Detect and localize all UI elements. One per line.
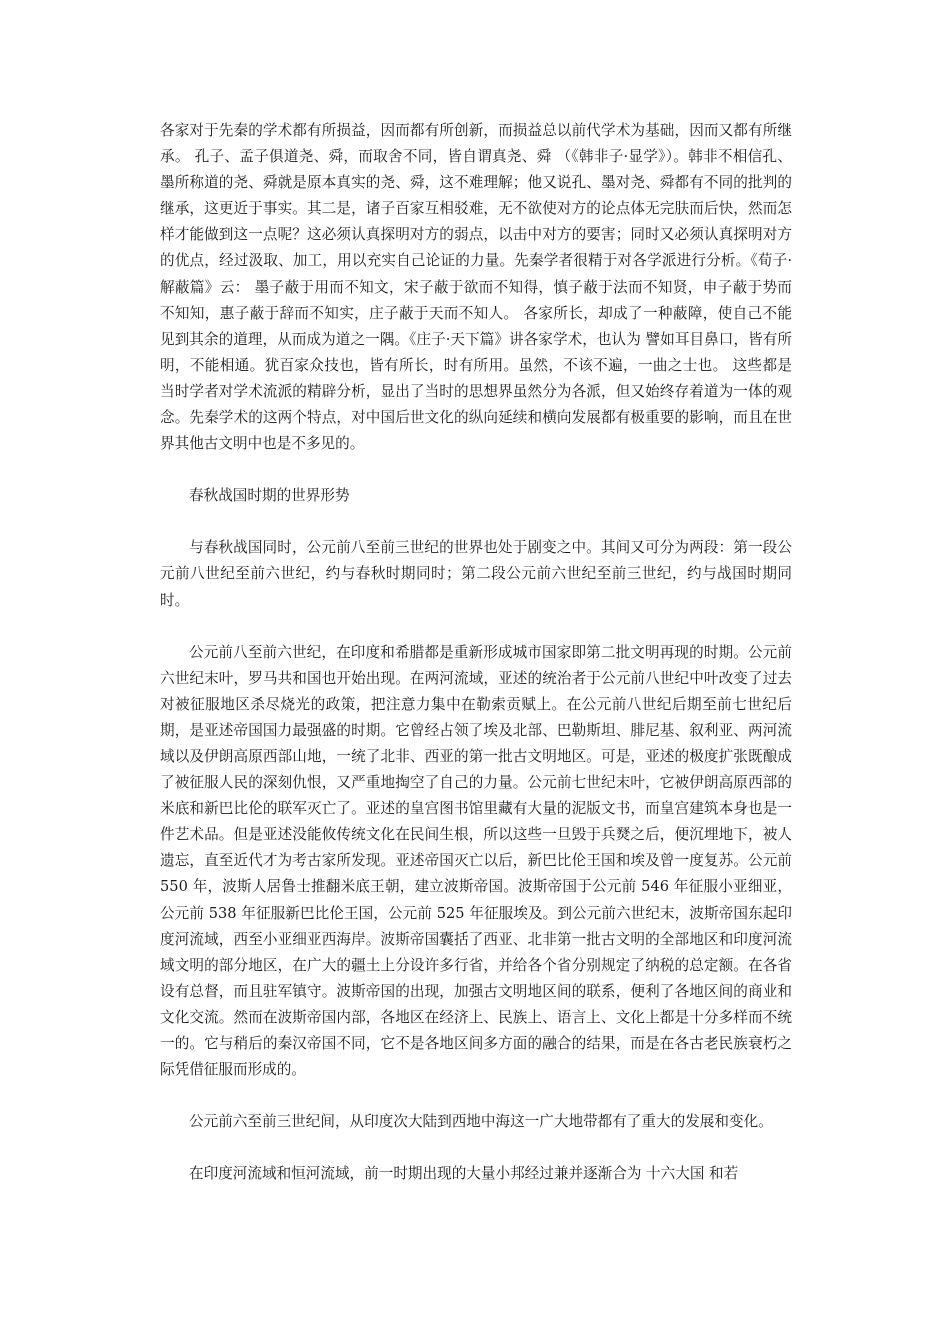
section-heading: 春秋战国时期的世界形势 <box>189 487 350 505</box>
paragraph-sixth-to-third-century: 公元前六至前三世纪间，从印度次大陆到西地中海这一广大地带都有了重大的发展和变化。 <box>189 1113 773 1131</box>
paragraph-pre-qin-scholarship: 各家对于先秦的学术都有所损益，因而都有所创新，而损益总以前代学术为基础，因而又都有所继承。 孔子、孟子俱道尧、舜，而取舍不同，皆自谓真尧、舜 （《韩非子·显学》）。韩非不相信孔、墨所称道的尧、舜就是原本真实的尧、舜，这不难理解；他又说孔、墨对尧、舜都有不同的批判的继承，这更近于事实。其二是，诸子百家互相驳难，无不欲使对方的论点体无完肤而后快，然而怎样才能做到这一点呢？这必须认真探明对方的弱点，以击中对方的要害；同时又必须认真探明对方的优点，经过汲取、加工，用以充实自己论证的力量。先秦学者很精于对各学派进行分析。《荀子·解蔽篇》云： 墨子蔽于用而不知文，宋子蔽于欲而不知得，慎子蔽于法而不知贤，申子蔽于势而不知知，惠子蔽于辞而不知实，庄子蔽于天而不知人。 各家所长，却成了一种蔽障，使自己不能见到其余的道理，从而成为道之一隅。《庄子·天下篇》讲各家学术，也认为 譬如耳目鼻口，皆有所明，不能相通。犹百家众技也，皆有所长，时有所用。虽然，不该不遍，一曲之士也。 这些都是当时学者对学术流派的精辟分析，显出了当时的思想界虽然分为各派，但又始终存着道为一体的观念。先秦学术的这两个特点，对中国后世文化的纵向延续和横向发展都有极重要的影响，而且在世界其他古文明中也是不多见的。 <box>160 122 792 453</box>
paragraph-world-situation-intro: 与春秋战国同时，公元前八至前三世纪的世界也处于剧变之中。其间又可分为两段：第一段公元前八世纪至前六世纪，约与春秋时期同时；第二段公元前六世纪至前三世纪，约与战国时期同时。 <box>160 539 792 609</box>
document-page <box>160 118 792 1213</box>
paragraph-india-river-valleys: 在印度河流域和恒河流域，前一时期出现的大量小邦经过兼并逐渐合为 十六大国 和若 <box>189 1165 739 1183</box>
paragraph-assyria-persia: 公元前八至前六世纪，在印度和希腊都是重新形成城市国家即第二批文明再现的时期。公元前六世纪末叶，罗马共和国也开始出现。在两河流域，亚述的统治者于公元前八世纪中叶改变了过去对被征服地区杀尽烧光的政策，把注意力集中在勒索贡赋上。在公元前八世纪后期至前七世纪后期，是亚述帝国国力最强盛的时期。它曾经占领了埃及北部、巴勒斯坦、腓尼基、叙利亚、两河流域以及伊朗高原西部山地，一统了北非、西亚的第一批古文明地区。可是，亚述的极度扩张既酿成了被征服人民的深刻仇恨，又严重地掏空了自己的力量。公元前七世纪末叶，它被伊朗高原西部的米底和新巴比伦的联军灭亡了。亚述的皇宫图书馆里藏有大量的泥版文书，而皇宫建筑本身也是一件艺术品。但是亚述没能攸传统文化在民间生根，所以这些一旦毁于兵燹之后，便沉埋地下，被人遗忘，直至近代才为考古家所发现。亚述帝国灭亡以后，新巴比伦王国和埃及曾一度复苏。公元前 550 年，波斯人居鲁士推翻米底王朝，建立波斯帝国。波斯帝国于公元前 546 年征服小亚细亚，公元前 538 年征服新巴比伦王国，公元前 525 年征服埃及。到公元前六世纪末，波斯帝国东起印度河流域，西至小亚细亚西海岸。波斯帝国囊括了西亚、北非第一批古文明的全部地区和印度河流域文明的部分地区，在广大的疆土上分设许多行省，并给各个省分别规定了纳税的总定额。在各省设有总督，而且驻军镇守。波斯帝国的出现，加强古文明地区间的联系，便利了各地区间的商业和文化交流。然而在波斯帝国内部，各地区在经济上、民族上、语言上、文化上都是十分多样而不统一的。它与稍后的秦汉帝国不同，它不是各地区间多方面的融合的结果，而是在各古老民族衰朽之际凭借征服而形成的。 <box>160 643 792 1079</box>
